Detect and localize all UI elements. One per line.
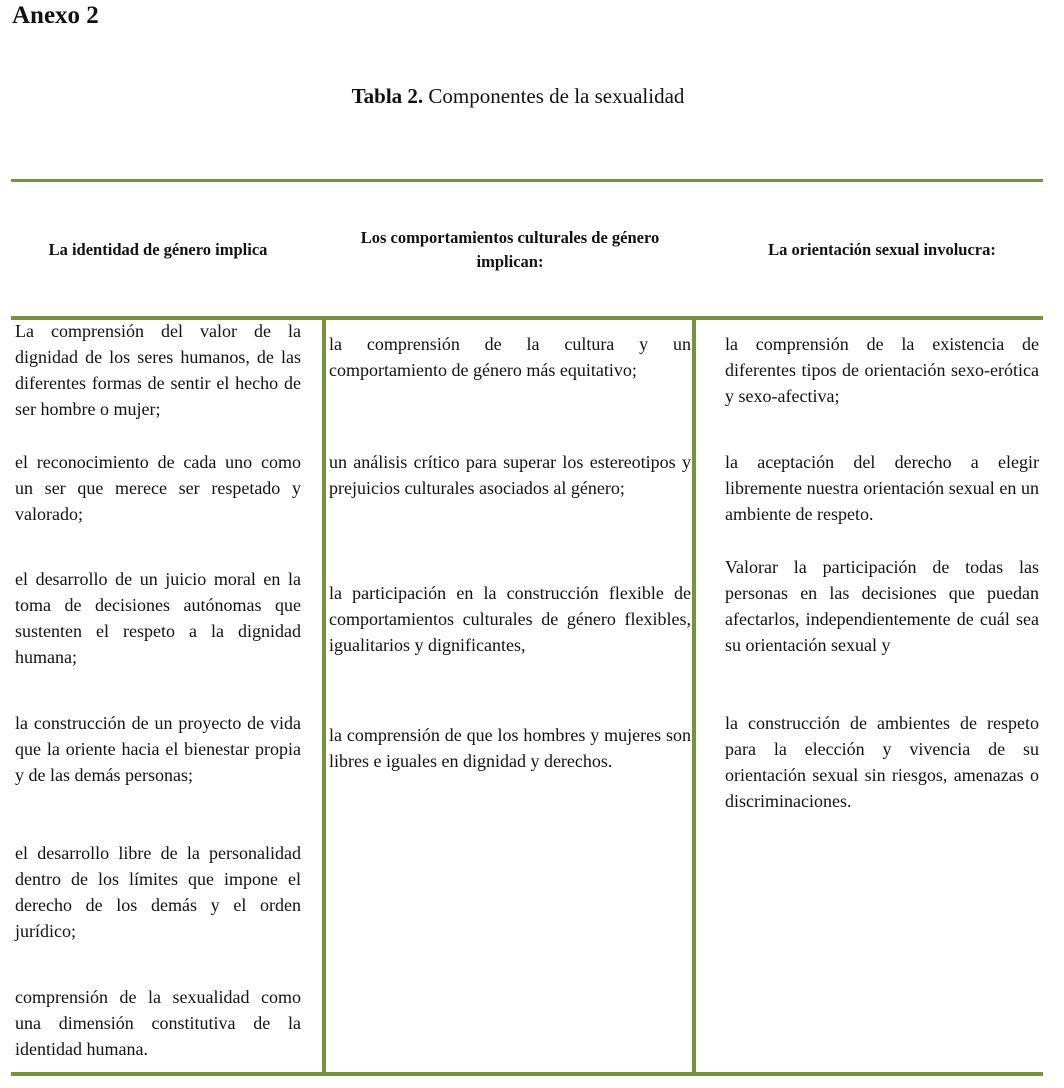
cell-item: el desarrollo libre de la personalidad dentro de los límites que impone el derecho de los demás y el orden jurídico; — [15, 843, 301, 941]
cell-item: el desarrollo de un juicio moral en la toma de decisiones autónomas que sustenten el respeto a la dignidad humana; — [15, 569, 301, 667]
cell-item: la comprensión de la existencia de diferentes tipos de orientación sexo-erótica y sexo-afectiva; — [725, 334, 1039, 406]
cell-item: Valorar la participación de todas las personas en las decisiones que puedan afectarlos, independientemente de cuál sea su orientación sexual y — [725, 557, 1039, 655]
header-gender-identity: La identidad de género implica — [48, 240, 268, 259]
header-cultural-behaviors: Los comportamientos culturales de género implican: — [360, 228, 660, 271]
cell-item: La comprensión del valor de la dignidad de los seres humanos, de las diferentes formas de sentir el hecho de ser hombre o mujer; — [15, 321, 301, 419]
table-bottom-rule — [11, 1072, 1043, 1076]
cell-item: la aceptación del derecho a elegir libremente nuestra orientación sexual en un ambiente de respeto. — [725, 452, 1039, 524]
column-divider — [322, 317, 326, 1075]
header-sexual-orientation: La orientación sexual involucra: — [768, 240, 996, 259]
annex-title: Anexo 2 — [12, 2, 99, 29]
column-divider — [692, 317, 696, 1075]
cell-item: un análisis crítico para superar los estereotipos y prejuicios culturales asociados al género; — [329, 452, 691, 498]
cell-item: la construcción de ambientes de respeto para la elección y vivencia de su orientación sexual sin riesgos, amenazas o discriminaciones. — [725, 713, 1039, 811]
cell-item: la construcción de un proyecto de vida que la oriente hacia el bienestar propia y de las demás personas; — [15, 713, 301, 785]
cell-item: comprensión de la sexualidad como una dimensión constitutiva de la identidad humana. — [15, 987, 301, 1059]
table-top-rule — [11, 179, 1043, 182]
cell-item: la comprensión de que los hombres y mujeres son libres e iguales en dignidad y derechos. — [329, 725, 691, 771]
cell-item: el reconocimiento de cada uno como un ser que merece ser respetado y valorado; — [15, 452, 301, 524]
table-caption — [0, 84, 1036, 109]
cell-item: la participación en la construcción flexible de comportamientos culturales de género flexibles, igualitarios y dignificantes, — [329, 583, 691, 655]
caption-text: Componentes de la sexualidad — [428, 84, 685, 108]
cell-item: la comprensión de la cultura y un comportamiento de género más equitativo; — [329, 334, 691, 380]
caption-label: Tabla 2. — [351, 84, 424, 108]
